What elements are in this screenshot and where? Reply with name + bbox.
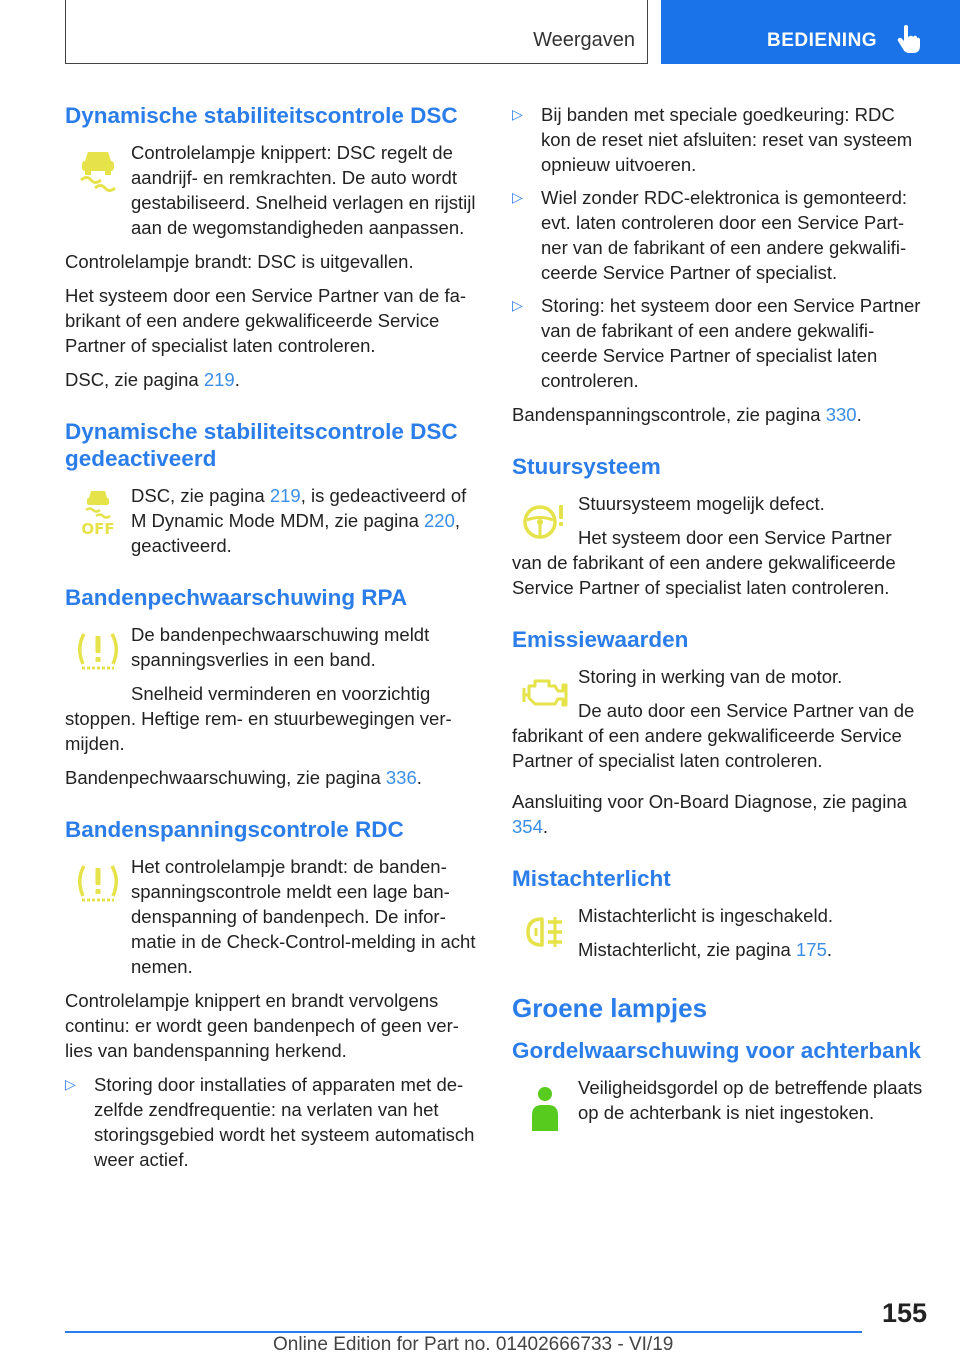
page-link-220[interactable]: 220 [424,510,455,531]
header-chapter-title: BEDIENING [767,30,878,51]
rear-fog-reference [512,937,924,962]
dsc-off-text-c: , geactiveerd. [131,510,461,556]
rear-fog-light-icon [518,905,572,959]
rpa-text-1: De bandenpechwaarschuwing meldt spanningsverlies in een band. [131,624,430,670]
list-item [65,1072,477,1172]
header-section-box [65,0,648,64]
seat-occupant-icon [518,1083,572,1137]
ref-text: Mistachterlicht, zie pagina [578,939,796,960]
dsc-text-3: Het systeem door een Service Partner van de fabrikant of een andere gekwalificeerde Service Partner of specialist laten controleren. [65,285,467,356]
bullet-text: Bij banden met speciale goedkeuring: RDC kon de reset niet afsluiten: reset van systeem opnieuw uitvoeren. [541,104,913,175]
dsc-reference [65,367,477,392]
ref-end: . [234,369,240,390]
ref-text: Aansluiting voor On-Board Diagnose, zie pagina [512,791,907,812]
heading-steering: Stuursysteem [512,454,661,479]
list-item [512,185,924,285]
dsc-off-icon [71,485,125,539]
page-number: 155 [881,1298,927,1328]
engine-check-icon [518,666,572,720]
rdc-bullet-list-continued [512,102,924,393]
emissions-text-2: De auto door een Service Partner van de fabrikant of een andere gekwalificeerde Service Partner of specialist laten controleren. [512,700,915,771]
page-link-175[interactable]: 175 [796,939,827,960]
tire-pressure-icon [71,856,125,910]
right-column [512,102,924,1134]
rpa-text-2: Snelheid verminderen en voorzichtig stoppen. Heftige rem- en stuurbewegingen vermijden. [65,683,452,754]
heading-green-lights: Groene lampjes [512,993,708,1023]
rpa-reference [65,765,477,790]
off-label: OFF [81,520,115,538]
steering-warning-icon [518,493,572,547]
page-link-330[interactable]: 330 [825,404,857,425]
hand-pointer-icon [897,24,921,54]
heading-dsc: Dynamische stabiliteitscontrole DSC [65,103,458,128]
ref-text: Bandenspanningscontrole, zie pagina [512,404,826,425]
bullet-text: Storing door installaties of apparaten met dezelfde zendfrequentie: na verlaten van het storingsgebied wordt het systeem automatisch weer actief. [94,1074,475,1170]
heading-rdc: Bandenspanningscontrole RDC [65,817,404,842]
ref-text: Bandenpechwaarschuwing, zie pagina [65,767,386,788]
obd-reference [512,789,924,839]
page-link-354[interactable]: 354 [512,816,543,837]
rear-fog-text-1: Mistachterlicht is ingeschakeld. [578,905,833,926]
ref-end: . [542,816,549,837]
header-section-title: Weergaven [533,29,635,51]
edition-footer: Online Edition for Part no. 01402666733 - VI/19 [273,1334,674,1355]
entry-dsc-off [65,483,477,558]
ref-end: . [416,767,422,788]
page-link-219[interactable]: 219 [203,369,235,390]
entry-rear-fog [512,903,924,962]
dsc-off-text-b: , is gedeactiveerd of M Dynamic Mode MDM, zie pagina [131,485,467,531]
ref-text: DSC, zie pagina [65,369,204,390]
page-link-336[interactable]: 336 [385,767,417,788]
dsc-off-text [65,483,477,558]
footer-divider [65,1331,862,1333]
entry-rpa [65,622,477,672]
list-item [512,293,924,393]
heading-emissions: Emissiewaarden [512,627,689,652]
dsc-text-1: Controlelampje knippert: DSC regelt de aandrijf- en remkrachten. De auto wordt gestabiliseerd. Snelheid verlagen en rijstijl aan de wegomstandigheden aanpassen. [131,142,476,238]
steering-text-2: Het systeem door een Service Partner van de fabrikant of een andere gekwalificeerde Service Partner of specialist laten controleren. [512,527,896,598]
tire-warning-icon [71,624,125,678]
bullet-text: Storing: het systeem door een Service Partner van de fabrikant of een andere gekwalificeerde Service Partner of specialist laten controleren. [541,295,921,391]
ref-end: . [826,939,833,960]
triangle-bullet-icon: ▷ [65,1076,76,1092]
entry-rdc [65,854,477,979]
rdc-reference [512,402,924,427]
triangle-bullet-icon: ▷ [512,106,523,122]
heading-rpa: Bandenpechwaarschuwing RPA [65,585,408,610]
heading-rear-fog: Mistachterlicht [512,866,671,891]
entry-steering [512,491,924,516]
list-item [512,102,924,177]
dsc-off-text-a: DSC, zie pagina [131,485,270,506]
ref-end: . [856,404,862,425]
entry-emissions [512,664,924,689]
steering-text-1: Stuursysteem mogelijk defect. [578,493,825,514]
triangle-bullet-icon: ▷ [512,297,523,313]
header-chapter-tab [661,0,960,64]
left-column [65,102,477,1181]
page-link-219-b[interactable]: 219 [269,485,301,506]
dsc-text-2: Controlelampje brandt: DSC is uitgevallen. [65,251,414,272]
entry-seatbelt-rear [512,1075,924,1125]
heading-seatbelt-rear: Gordelwaarschuwing voor achterbank [512,1038,921,1063]
emissions-text-1: Storing in werking van de motor. [578,666,843,687]
seatbelt-rear-text: Veiligheidsgordel op de betreffende plaats op de achterbank is niet ingestoken. [578,1077,923,1123]
heading-dsc-off: Dynamische stabiliteitscontrole DSC gedeactiveerd [65,419,458,471]
entry-dsc [65,140,477,240]
triangle-bullet-icon: ▷ [512,189,523,205]
dsc-car-skid-icon [71,142,125,196]
rdc-text-2: Controlelampje knippert en brandt vervolgens continu: er wordt geen bandenpech of geen verlies van bandenspanning herkend. [65,990,459,1061]
rdc-bullet-list [65,1072,477,1172]
bullet-text: Wiel zonder RDC-elektronica is gemonteerd: evt. laten controleren door een Service Partner van de fabrikant of een andere gekwalificeerde Service Partner of specialist. [541,187,908,283]
rdc-text-1: Het controlelampje brandt: de bandenspanningscontrole meldt een lage bandenspanning of bandenpech. De informatie in de Check-Control-melding in acht nemen. [131,856,476,977]
